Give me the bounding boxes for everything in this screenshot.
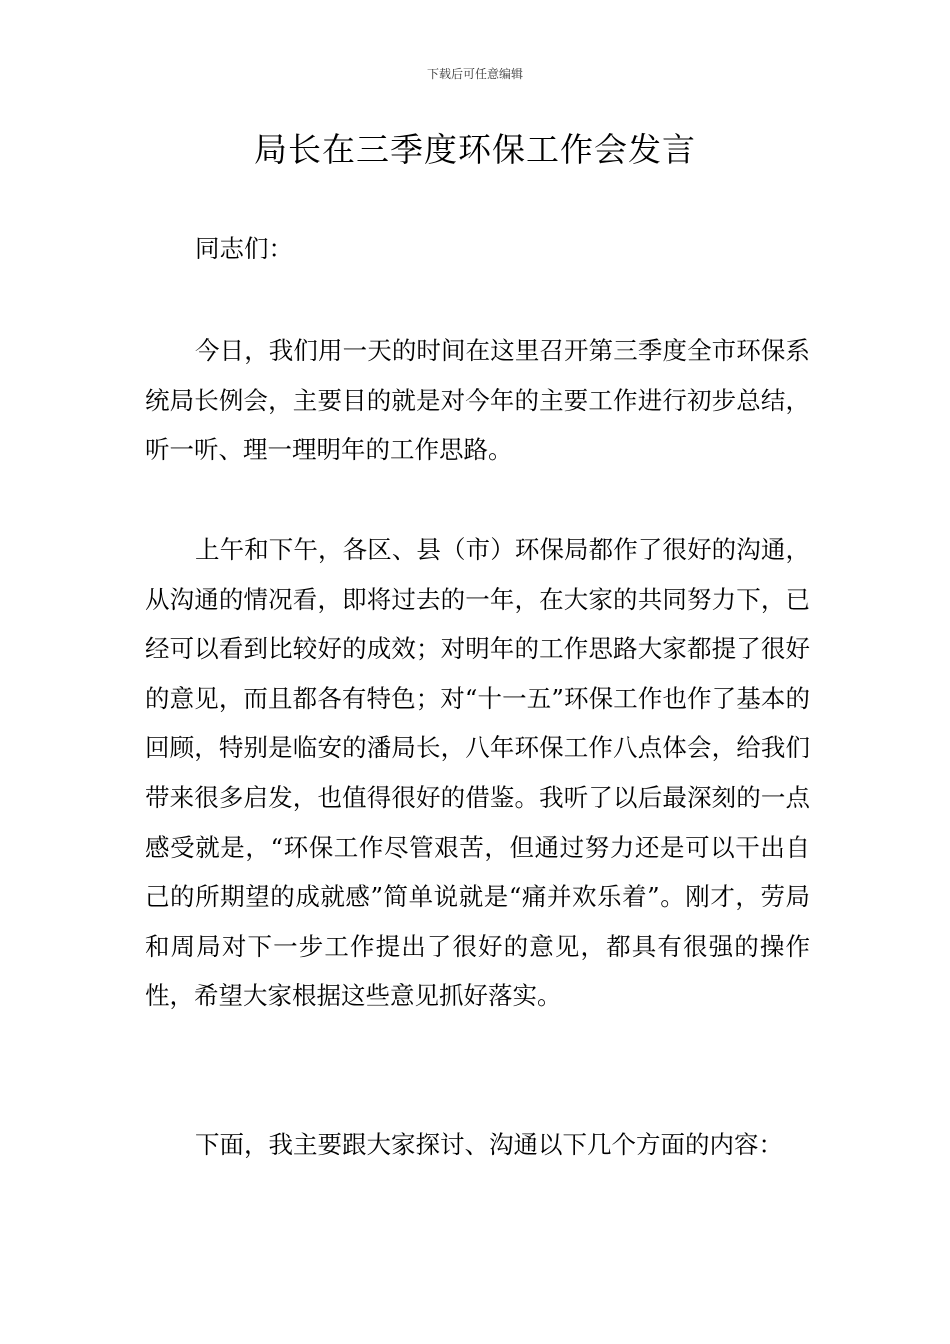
paragraph-review: 上午和下午，各区、县（市）环保局都作了很好的沟通，从沟通的情况看，即将过去的一年，在大家的共同努力下，已经可以看到比较好的成效；对明年的工作思路大家都提了很好的意见，而且都各有特色；对“十一五”环保工作也作了基本的回顾，特别是临安的潘局长，八年环保工作八点体会，给我们带来很多启发，也值得很好的借鉴。我听了以后最深刻的一点感受就是，“环保工作尽管艰苦，但通过努力还是可以干出自己的所期望的成就感”简单说就是“痛并欢乐着”。刚才，劳局和周局对下一步工作提出了很好的意见，都具有很强的操作性，希望大家根据这些意见抓好落实。 xyxy=(145,535,810,1011)
document-title: 局长在三季度环保工作会发言 xyxy=(254,130,696,169)
paragraph-opening: 今日，我们用一天的时间在这里召开第三季度全市环保系统局长例会，主要目的就是对今年的主要工作进行初步总结，听一听、理一理明年的工作思路。 xyxy=(145,336,810,465)
paragraph-agenda: 下面，我主要跟大家探讨、沟通以下几个方面的内容： xyxy=(195,1130,783,1159)
salutation: 同志们： xyxy=(195,234,293,263)
page-header-note: 下载后可任意编辑 xyxy=(426,67,523,81)
